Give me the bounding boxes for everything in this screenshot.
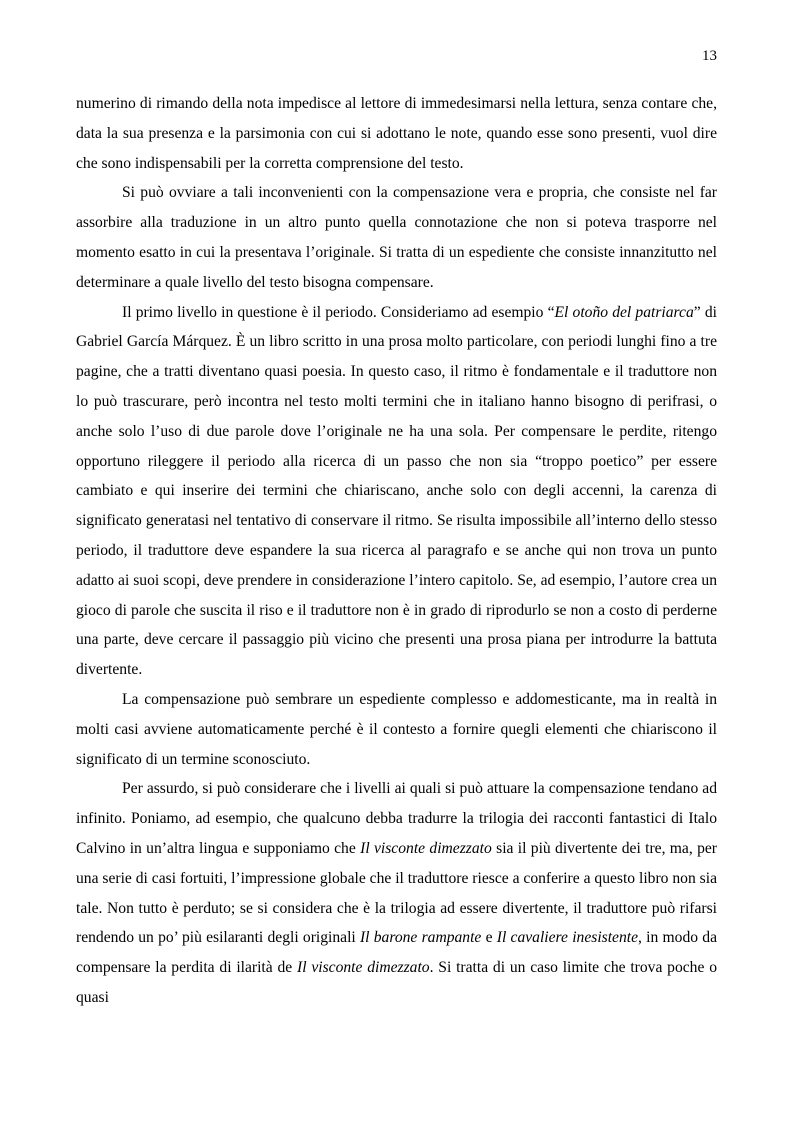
text-run: Si può ovviare a tali inconvenienti con la compensazione vera e propria, che consiste nel far assorbire alla traduzione in un altro punto quella connotazione che non si poteva trasporre nel momento esatto in cui la presentava l’originale. Si tratta di un espediente che consiste innanzitutto nel determinare a quale livello del testo bisogna compensare. [76,184,717,291]
text-run: numerino di rimando della nota impedisce al lettore di immedesimarsi nella lettura, senza contare che, data la sua presenza e la parsimonia con cui si adottano le note, quando esse sono presenti, vuol dire che sono indispensabili per la corretta comprensione del testo. [76,95,717,172]
text-run: Il primo livello in questione è il periodo. Consideriamo ad esempio “ [122,303,555,321]
body-text [76,89,717,1013]
italic-title: Il visconte dimezzato [360,839,492,857]
text-run: , in modo da compensare la perdita di ilarità de [76,929,718,977]
paragraph [76,298,717,685]
paragraph [76,89,717,178]
text-run: La compensazione può sembrare un espediente complesso e addomesticante, ma in realtà in molti casi avviene automaticamente perché è il contesto a fornire quegli elementi che chiariscono il significato di un termine sconosciuto. [76,690,717,768]
italic-title: Il visconte dimezzato [297,959,430,977]
paragraph [76,178,717,297]
page-number: 13 [702,48,717,64]
italic-title: Il cavaliere inesistente [496,929,639,947]
text-run: Per assurdo, si può considerare che i livelli ai quali si può attuare la compensazione tendano ad infinito. Poniamo, ad esempio, che qualcuno debba tradurre la trilogia dei racconti fantastici di Italo Calvino in un’altra lingua e supponiamo che [76,780,717,857]
text-run: ” di Gabriel García Márquez. È un libro scritto in una prosa molto particolare, con periodi lunghi fino a tre pagine, che a tratti diventano quasi poesia. In questo caso, il ritmo è fondamentale e il traduttore non lo può trascurare, però incontra nel testo molti termini che in italiano hanno bisogno di perifrasi, o anche solo l’uso di due parole dove l’originale ne ha una sola. Per compensare le perdite, ritengo opportuno rileggere il periodo alla ricerca di un passo che non sia “troppo poetico” per essere cambiato e qui inserire dei termini che chiariscano, anche solo con degli accenni, la carenza di significato generatasi nel tentativo di conservare il ritmo. Se risulta impossibile all’interno dello stesso periodo, il traduttore deve espandere la sua ricerca al paragrafo e se anche qui non trova un punto adatto ai suoi scopi, deve prendere in considerazione l’intero capitolo. Se, ad esempio, l’autore crea un gioco di parole che suscita il riso e il traduttore non è in grado di riprodurlo se non a costo di perderne una parte, deve cercare il passaggio più vicino che presenti una prosa piana per introdurre la battuta divertente. [76,303,717,679]
paragraph [76,685,717,774]
italic-title: Il barone rampante [359,929,482,947]
text-run: . Si tratta di un caso limite che trova poche o quasi [76,959,717,1006]
paragraph [76,774,717,1012]
text-run: sia il più divertente dei tre, ma, per una serie di casi fortuiti, l’impressione globale che il traduttore riesce a conferire a questo libro non sia tale. Non tutto è perduto; se si considera che è la trilogia ad essere divertente, il traduttore può rifarsi rendendo un po’ più esilaranti degli originali [76,839,717,947]
text-run: e [481,929,497,947]
italic-title: El otoño del patriarca [554,303,694,321]
